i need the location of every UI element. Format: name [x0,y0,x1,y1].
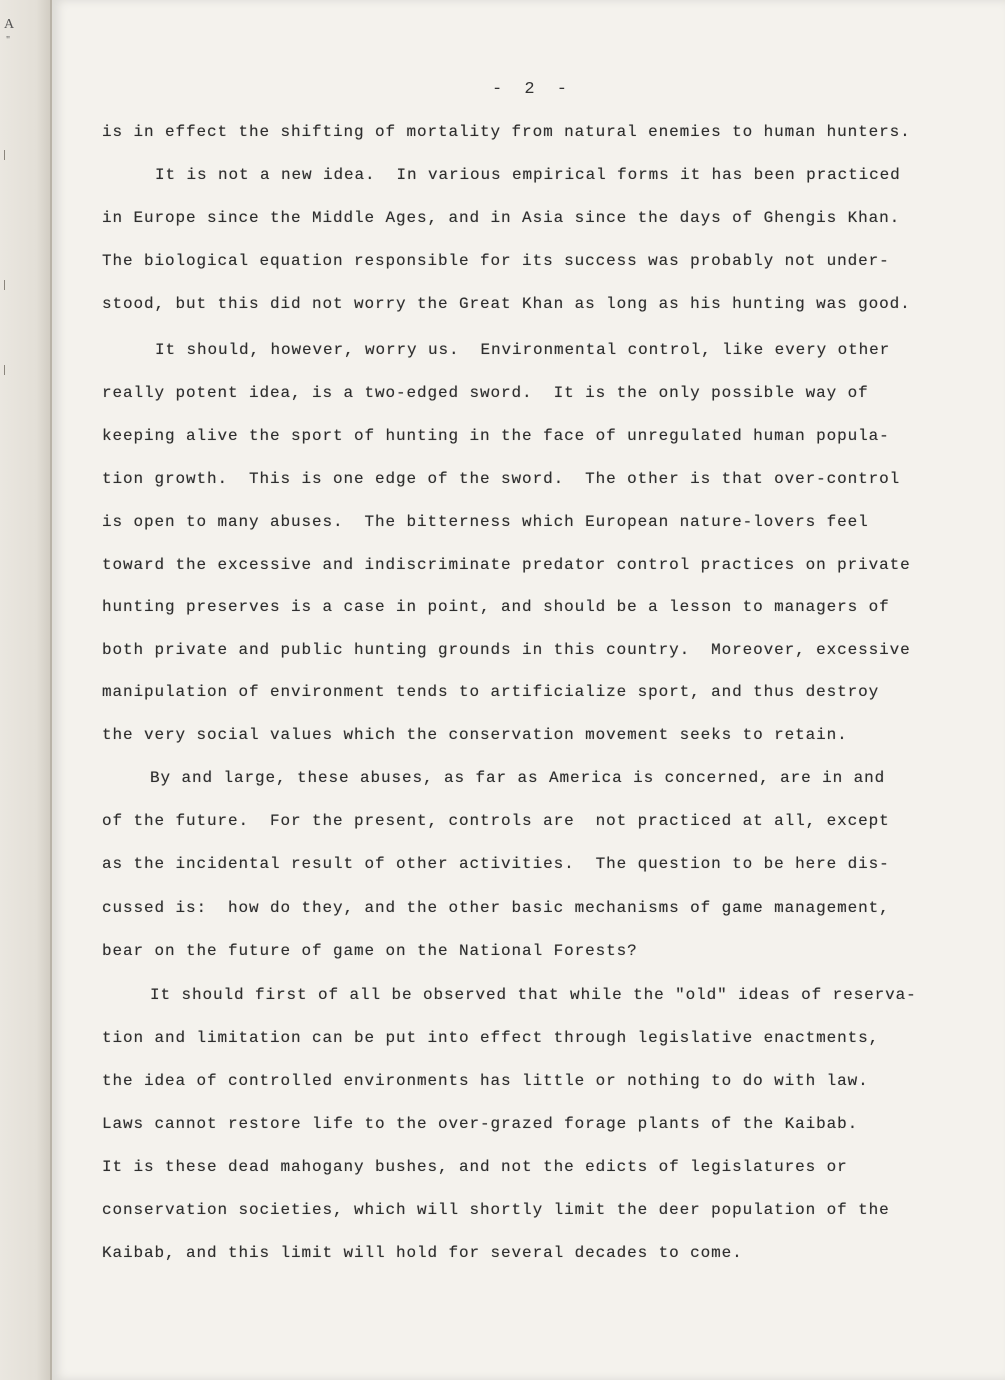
text-line: It is these dead mahogany bushes, and not the edicts of legislatures or [102,1158,848,1176]
text-line: It is not a new idea. In various empirical forms it has been practiced [155,166,901,184]
text-line: both private and public hunting grounds in this country. Moreover, excessive [102,641,911,659]
text-line: is in effect the shifting of mortality from natural enemies to human hunters. [102,123,911,141]
text-line: toward the excessive and indiscriminate predator control practices on private [102,556,911,574]
text-line: By and large, these abuses, as far as America is concerned, are in and [150,769,886,787]
text-line: of the future. For the present, controls are not practiced at all, except [102,812,890,830]
margin-tick [4,365,5,375]
text-line: Kaibab, and this limit will hold for several decades to come. [102,1244,743,1262]
text-line: is open to many abuses. The bitterness which European nature-lovers feel [102,513,869,531]
text-line: keeping alive the sport of hunting in the face of unregulated human popula- [102,427,890,445]
text-line: It should first of all be observed that while the "old" ideas of reserva- [150,986,917,1004]
text-line: conservation societies, which will shortly limit the deer population of the [102,1201,890,1219]
text-line: as the incidental result of other activities. The question to be here dis- [102,855,890,873]
margin-mark-second: " [6,35,11,46]
text-line: really potent idea, is a two-edged sword. It is the only possible way of [102,384,869,402]
binding-gutter [0,0,52,1380]
text-line: cussed is: how do they, and the other basic mechanisms of game management, [102,899,890,917]
text-line: bear on the future of game on the National Forests? [102,942,638,960]
text-line: The biological equation responsible for its success was probably not under- [102,252,890,270]
margin-tick [4,150,5,160]
margin-tick [4,280,5,290]
text-line: It should, however, worry us. Environmental control, like every other [155,341,891,359]
text-line: Laws cannot restore life to the over-grazed forage plants of the Kaibab. [102,1115,859,1133]
text-line: hunting preserves is a case in point, and should be a lesson to managers of [102,598,890,616]
margin-mark-top: A [4,17,15,32]
text-line: the idea of controlled environments has little or nothing to do with law. [102,1072,869,1090]
text-line: stood, but this did not worry the Great Khan as long as his hunting was good. [102,295,911,313]
text-line: manipulation of environment tends to artificialize sport, and thus destroy [102,683,880,701]
text-line: tion and limitation can be put into effect through legislative enactments, [102,1029,880,1047]
page-number: - 2 - [492,80,574,99]
text-line: tion growth. This is one edge of the sword. The other is that over-control [102,470,901,488]
text-line: in Europe since the Middle Ages, and in Asia since the days of Ghengis Khan. [102,209,901,227]
typewritten-page [52,0,1005,1380]
text-line: the very social values which the conservation movement seeks to retain. [102,726,848,744]
